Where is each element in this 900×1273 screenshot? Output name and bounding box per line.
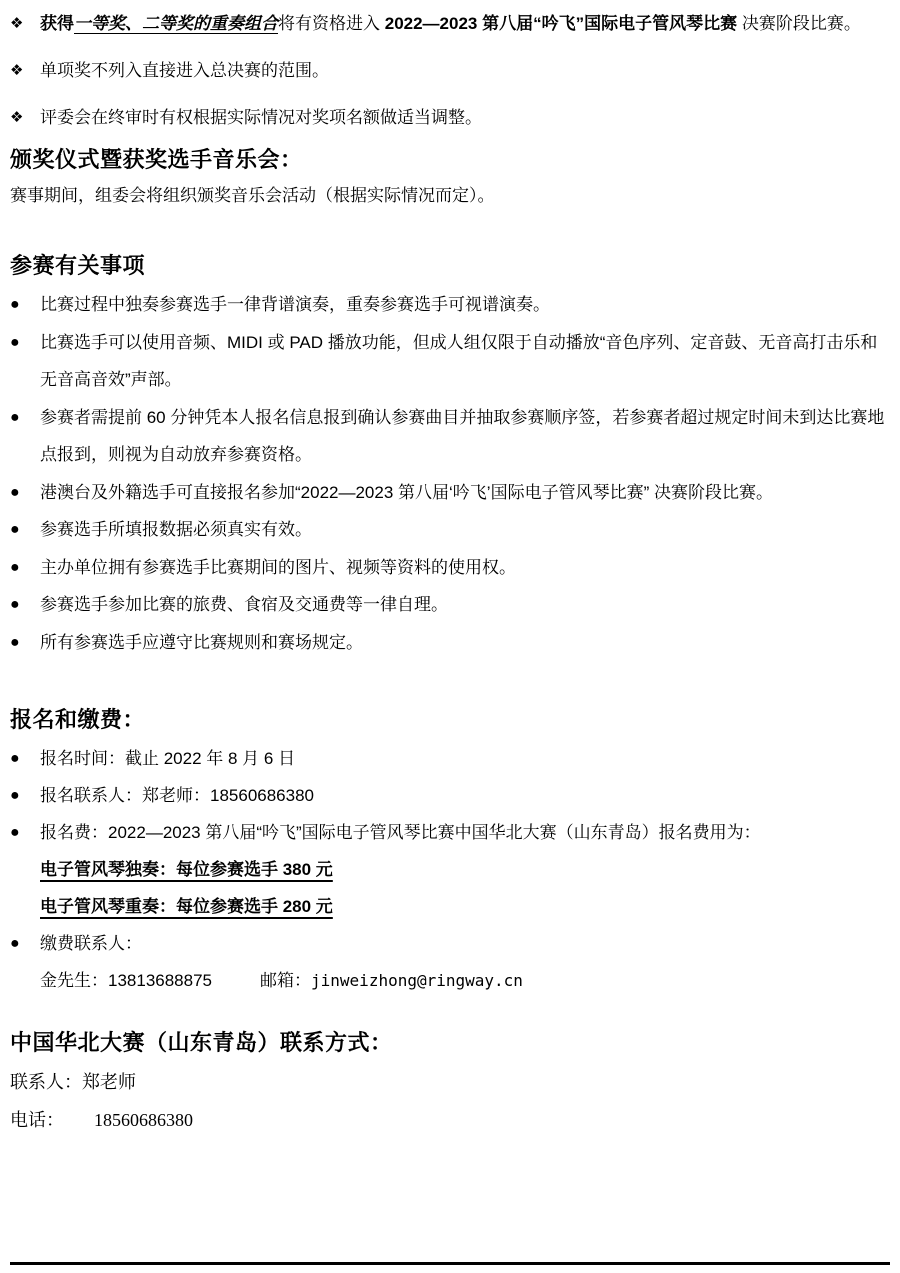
diamond-bullet-icon: ❖ (10, 62, 24, 79)
list-item (10, 324, 890, 399)
dot-bullet-icon: ● (10, 558, 20, 576)
list-item (10, 399, 890, 474)
dot-bullet-icon: ● (10, 483, 20, 501)
fee-intro: 报名费：2022—2023 第八届“吟飞”国际电子管风琴比赛中国华北大赛（山东青岛）报名费用为： (40, 823, 761, 842)
diamond-bullet-icon: ❖ (10, 109, 24, 126)
rule-text: 比赛选手可以使用音频、MIDI 或 PAD 播放功能，但成人组仅限于自动播放“音色序列、定音鼓、无音高打击乐和无音高音效”声部。 (40, 332, 878, 389)
contact-phone-label: 电话： (10, 1110, 64, 1130)
registration-contact: 报名联系人：郑老师：18560686380 (40, 786, 315, 805)
note-suffix: 决赛阶段比赛。 (737, 14, 861, 33)
list-item (10, 851, 890, 888)
payment-email-label: 邮箱： (260, 971, 312, 990)
contact-person-row (10, 1063, 890, 1101)
list-item (10, 0, 890, 47)
note-middle: 将有资格进入 (278, 14, 385, 33)
dot-bullet-icon: ● (10, 935, 20, 952)
dot-bullet-icon: ● (10, 296, 20, 313)
note-prefix: 获得 (40, 14, 74, 33)
note-text: 评委会在终审时有权根据实际情况对奖项名额做适当调整。 (40, 108, 482, 127)
dot-bullet-icon: ● (10, 596, 20, 613)
list-item (10, 474, 890, 512)
top-notes-list (10, 0, 890, 141)
competition-title: 2022—2023 第八届“吟飞”国际电子管风琴比赛 (384, 14, 738, 33)
list-item (10, 814, 890, 851)
rule-text: 港澳台及外籍选手可直接报名参加“2022—2023 第八届‘吟飞’国际电子管风琴比赛” 决赛阶段比赛。 (40, 482, 773, 502)
rule-text: 参赛选手参加比赛的旅费、食宿及交通费等一律自理。 (40, 595, 448, 614)
section-heading-regional-contact: 中国华北大赛（山东青岛）联系方式： (10, 1030, 393, 1055)
payment-email-group (260, 971, 523, 990)
dot-bullet-icon: ● (10, 333, 20, 351)
list-item (10, 586, 890, 624)
contact-phone-number: 18560686380 (94, 1110, 193, 1130)
list-item (10, 962, 890, 999)
fee-solo: 电子管风琴独奏：每位参赛选手 380 元 (40, 860, 333, 879)
diamond-bullet-icon: ❖ (10, 15, 24, 32)
dot-bullet-icon: ● (10, 824, 20, 841)
note-underlined-phrase: 一等奖、二等奖的重奏组合 (74, 14, 278, 33)
payment-email-address: jinweizhong@ringway.cn (311, 971, 523, 990)
list-item (10, 511, 890, 549)
list-item (10, 549, 890, 587)
dot-bullet-icon: ● (10, 750, 20, 767)
dot-bullet-icon: ● (10, 633, 20, 651)
payment-name-phone: 金先生：13813688875 (40, 971, 213, 990)
rule-text: 比赛过程中独奏参赛选手一律背谱演奏，重奏参赛选手可视谱演奏。 (40, 295, 550, 314)
regional-contact-rows (10, 1063, 890, 1139)
fee-ensemble: 电子管风琴重奏：每位参赛选手 280 元 (40, 897, 333, 916)
list-item (10, 286, 890, 324)
contact-person-name: 郑老师 (82, 1072, 136, 1092)
registration-deadline: 报名时间：截止 2022 年 8 月 6 日 (40, 749, 296, 768)
section-heading-award-ceremony: 颁奖仪式暨获奖选手音乐会： (10, 147, 303, 172)
dot-bullet-icon: ● (10, 521, 20, 538)
section-heading-registration: 报名和缴费： (10, 707, 146, 732)
list-item (10, 47, 890, 94)
rule-text: 参赛者需提前 60 分钟凭本人报名信息报到确认参赛曲目并抽取参赛顺序签，若参赛者超过规定时间未到达比赛地点报到，则视为自动放弃参赛资格。 (40, 407, 885, 464)
participation-list (10, 286, 890, 661)
list-item (10, 925, 890, 962)
note-text (40, 14, 861, 33)
registration-list (10, 740, 890, 999)
contact-person-label: 联系人： (10, 1072, 82, 1092)
footer-divider-rule (10, 1262, 890, 1265)
section-heading-participation: 参赛有关事项 (10, 253, 146, 278)
rule-text: 参赛选手所填报数据必须真实有效。 (40, 520, 312, 539)
award-ceremony-body: 赛事期间，组委会将组织颁奖音乐会活动（根据实际情况而定）。 (10, 186, 495, 205)
payment-contact-label: 缴费联系人： (40, 934, 142, 953)
rule-text: 所有参赛选手应遵守比赛规则和赛场规定。 (40, 632, 363, 652)
note-text: 单项奖不列入直接进入总决赛的范围。 (40, 61, 329, 80)
list-item (10, 94, 890, 141)
list-item (10, 888, 890, 925)
dot-bullet-icon: ● (10, 787, 20, 804)
list-item (10, 624, 890, 662)
list-item (10, 740, 890, 777)
dot-bullet-icon: ● (10, 408, 20, 426)
rule-text: 主办单位拥有参赛选手比赛期间的图片、视频等资料的使用权。 (40, 557, 516, 577)
contact-phone-row (10, 1101, 890, 1139)
list-item (10, 777, 890, 814)
